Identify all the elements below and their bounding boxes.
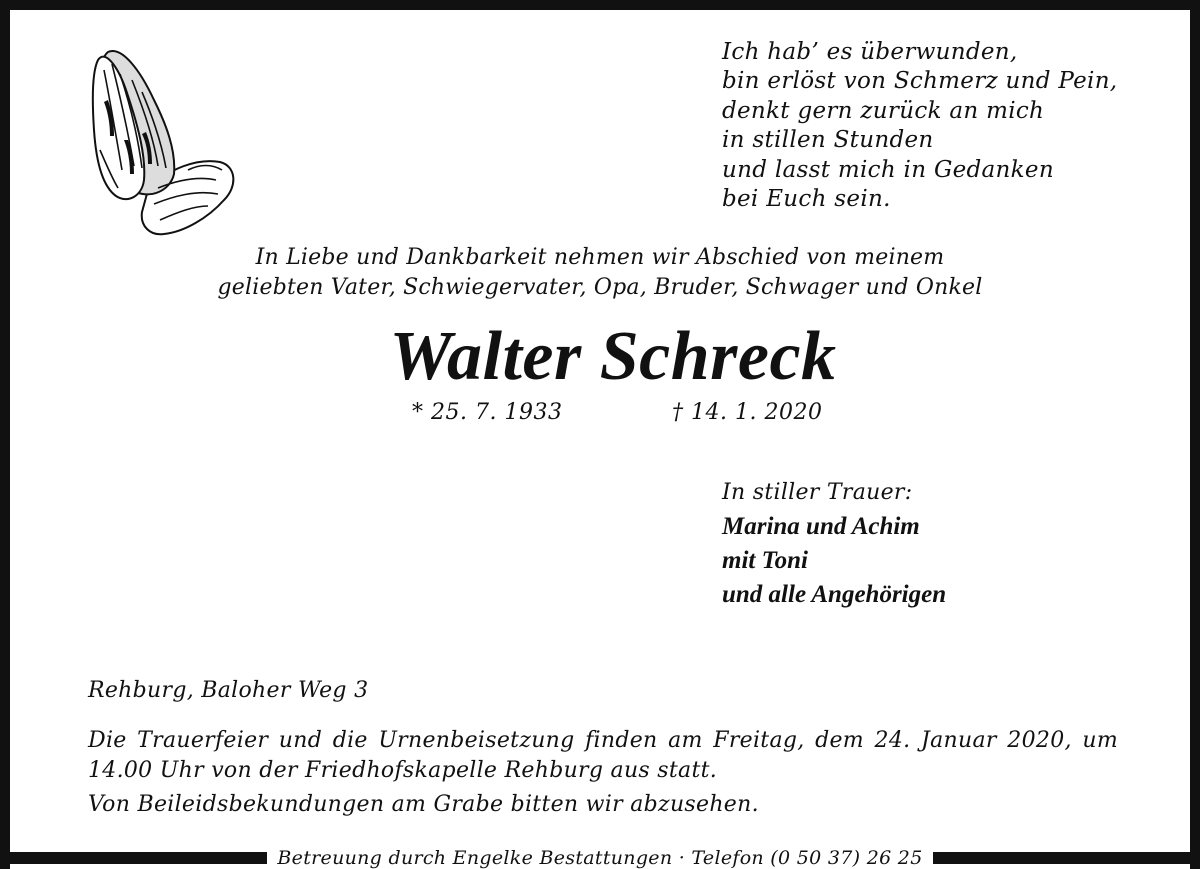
- ceremony-line: Die Trauerfeier und die Urnenbeisetzung finden am Freitag, dem 24. Januar 2020, um: [88, 728, 1118, 753]
- family-address: Rehburg, Baloher Weg 3: [88, 678, 369, 703]
- condolence-note: Von Beileidsbekundungen am Grabe bitten wir abzusehen.: [88, 792, 759, 817]
- praying-hands-icon: [88, 40, 238, 236]
- poem-line: bei Euch sein.: [722, 186, 891, 213]
- birth-date: * 25. 7. 1933: [412, 400, 563, 425]
- footer-rule: [10, 846, 1190, 869]
- mourning-lead: In stiller Trauer:: [722, 480, 913, 505]
- footer-bar-left: [10, 852, 267, 864]
- mourner-name: mit Toni: [722, 547, 808, 574]
- poem-line: denkt gern zurück an mich: [722, 97, 1045, 124]
- mourner-name: Marina und Achim: [722, 513, 920, 540]
- death-date: † 14. 1. 2020: [672, 400, 823, 425]
- poem-line: und lasst mich in Gedanken: [722, 156, 1054, 183]
- deceased-name: Walter Schreck: [389, 318, 837, 395]
- mourners-block: [722, 476, 946, 612]
- ceremony-info: [88, 726, 1118, 786]
- farewell-intro: [0, 243, 1200, 303]
- poem-verse: [722, 38, 1117, 214]
- footer-bar-right: [933, 852, 1190, 864]
- funeral-home-credit: Betreuung durch Engelke Bestattungen · Telefon (0 50 37) 26 25: [277, 846, 923, 869]
- poem-line: in stillen Stunden: [722, 127, 934, 154]
- poem-line: bin erlöst von Schmerz und Pein,: [722, 68, 1118, 95]
- intro-line: geliebten Vater, Schwiegervater, Opa, Bruder, Schwager und Onkel: [217, 275, 983, 300]
- ceremony-line: 14.00 Uhr von der Friedhofskapelle Rehburg aus statt.: [88, 758, 718, 783]
- poem-line: Ich hab’ es überwunden,: [722, 39, 1018, 65]
- intro-line: In Liebe und Dankbarkeit nehmen wir Abschied von meinem: [255, 245, 945, 270]
- mourner-name: und alle Angehörigen: [722, 581, 947, 608]
